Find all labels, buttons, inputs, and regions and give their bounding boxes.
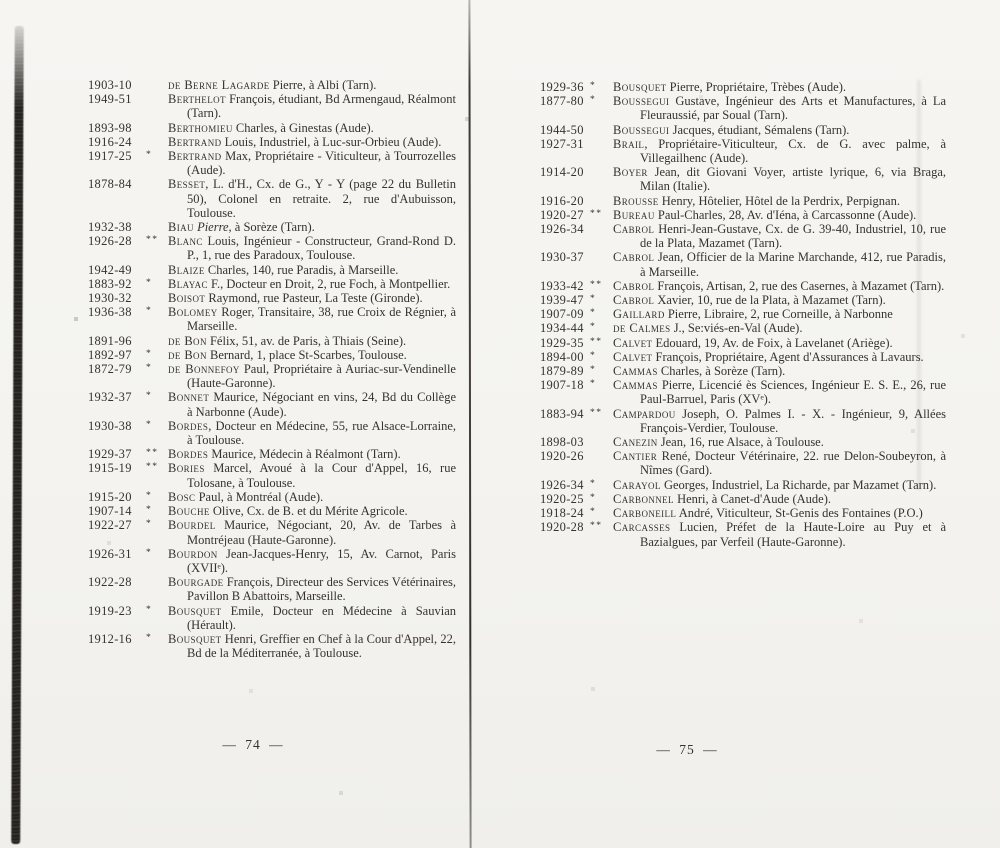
directory-entry [540, 364, 946, 378]
entry-years: 1942-49 [88, 262, 132, 277]
entry-text: de Calmes J., Se:viés-en-Val (Aude). [613, 321, 803, 336]
entry-text: Cabrol Henri-Jean-Gustave, Cx. de G. 39-40, Industriel, 10, rue de la Plata, Mazamet (Tarn). [613, 222, 946, 251]
entry-text: Blayac F., Docteur en Droit, 2, rue Foch, à Montpellier. [168, 276, 451, 291]
entry-star-marks: * [146, 277, 153, 288]
entry-years: 1898-03 [540, 435, 584, 450]
entry-star-marks [590, 122, 613, 136]
entry-years: 1927-31 [540, 136, 584, 151]
entry-years: 1916-20 [540, 193, 584, 208]
entry-years: 1914-20 [540, 165, 584, 180]
entry-star-marks: ** [590, 208, 603, 219]
directory-entry [88, 447, 456, 461]
entry-text: Berthomieu Charles, à Ginestas (Aude). [168, 120, 374, 135]
entry-text: Bourdon Jean-Jacques-Henry, 15, Av. Carnot, Paris (XVIIᵉ). [168, 546, 456, 575]
entry-years: 1915-20 [88, 489, 132, 504]
entry-text: Carayol Georges, Industriel, La Richarde, par Mazamet (Tarn). [613, 477, 937, 492]
entry-text: Bureau Paul-Charles, 28, Av. d'Iéna, à Carcassonne (Aude). [613, 207, 917, 222]
entry-surname: Bousquet [168, 631, 222, 646]
entry-years: 1930-32 [88, 291, 132, 306]
entry-star-marks: * [590, 350, 597, 361]
directory-entry [88, 305, 456, 333]
entry-text: Carbonnel Henri, à Canet-d'Aude (Aude). [613, 491, 831, 506]
entry-years: 1944-50 [540, 122, 584, 137]
entry-years: 1912-16 [88, 631, 132, 646]
entry-surname: Blaize [168, 262, 205, 277]
entry-surname: Boyer [613, 165, 648, 180]
entry-surname: Calvet [613, 349, 653, 364]
entry-text: Cammas Charles, à Sorèze (Tarn). [613, 364, 786, 379]
entry-years: 1872-79 [88, 362, 132, 377]
page-74 [88, 78, 456, 660]
directory-entry [88, 604, 456, 632]
directory-entry [88, 518, 456, 546]
entry-star-marks: * [590, 365, 597, 376]
entry-surname: Carboneill [613, 506, 677, 521]
entry-text: Bories Marcel, Avoué à la Cour d'Appel, 16, rue Tolosane, à Toulouse. [168, 461, 456, 490]
entry-text: Calvet François, Propriétaire, Agent d'Assurances à Lavaurs. [613, 349, 924, 364]
entry-years: 1878-84 [88, 177, 132, 192]
entry-years: 1949-51 [88, 92, 132, 107]
entry-star-marks [146, 134, 168, 148]
entry-years: 1907-14 [88, 504, 132, 519]
entry-star-marks: ** [146, 462, 159, 473]
directory-entry [88, 263, 456, 277]
entry-surname: Besset [168, 177, 206, 192]
entry-years: 1929-35 [540, 335, 584, 350]
page-75 [540, 80, 946, 549]
directory-entry [88, 334, 456, 348]
entry-years: 1926-28 [88, 234, 132, 249]
entry-years: 1930-37 [540, 250, 584, 265]
directory-entry [88, 78, 456, 92]
entry-surname: Cabrol [613, 250, 655, 265]
entry-years: 1883-94 [540, 406, 584, 421]
entry-surname: Blanc [168, 234, 203, 249]
entry-years: 1915-19 [88, 461, 132, 476]
entry-text: Bonnet Maurice, Négociant en vins, 24, Bd du Collège à Narbonne (Aude). [168, 390, 456, 419]
entry-star-marks [146, 91, 168, 119]
entry-star-marks: * [590, 95, 597, 106]
entry-star-marks: ** [590, 521, 603, 532]
entry-star-marks: * [146, 363, 153, 374]
directory-entry [540, 165, 946, 193]
directory-entry [88, 419, 456, 447]
entry-surname: Bouche [168, 504, 210, 519]
page-number-74: — 74 — [222, 737, 284, 752]
entry-surname: Bourdel [168, 518, 216, 533]
entry-text: Besset, L. d'H., Cx. de G., Y - Y (page 22 du Bulletin 50), Colonel en retraite. 2, rue d'Aubuisson, Toulouse. [168, 177, 456, 220]
directory-entry [88, 547, 456, 575]
entry-star-marks [146, 333, 168, 347]
entry-star-marks [590, 136, 613, 164]
entry-star-marks: * [590, 478, 597, 489]
entry-years: 1922-27 [88, 518, 132, 533]
entry-years: 1932-38 [88, 220, 132, 235]
entry-surname: Bourdon [168, 546, 218, 561]
directory-entry [540, 435, 946, 449]
entry-surname: Cabrol [613, 293, 655, 308]
entry-star-marks [146, 219, 168, 233]
entry-text: Cantier René, Docteur Vétérinaire, 22. rue Delon-Soubeyron, à Nîmes (Gard). [613, 449, 946, 478]
entry-star-marks: * [146, 604, 153, 615]
entry-years: 1892-97 [88, 347, 132, 362]
entry-star-marks [146, 176, 168, 219]
entry-text: Campardou Joseph, O. Palmes I. - X. - Ingénieur, 9, Allées François-Verdier, Toulouse. [613, 406, 946, 435]
entry-star-marks: * [146, 632, 153, 643]
directory-entry [540, 137, 946, 165]
entry-text: Bertrand Louis, Industriel, à Luc-sur-Orbieu (Aude). [168, 134, 442, 149]
directory-entry [88, 461, 456, 489]
entry-given-name-italic: Pierre, [197, 220, 232, 235]
entry-years: 1920-25 [540, 491, 584, 506]
entry-star-marks: ** [146, 235, 159, 246]
entry-surname: Bordes [168, 418, 209, 433]
entry-star-marks: * [146, 490, 153, 501]
entry-text: Bolomey Roger, Transitaire, 38, rue Croix de Régnier, à Marseille. [168, 305, 456, 334]
directory-entry [540, 222, 946, 250]
entry-star-marks [590, 164, 613, 192]
directory-entry [540, 350, 946, 364]
entry-surname: Bousquet [613, 80, 667, 94]
entry-text: Boisot Raymond, rue Pasteur, La Teste (Gironde). [168, 291, 423, 306]
entry-years: 1879-89 [540, 364, 584, 379]
directory-entry [540, 194, 946, 208]
directory-entry [540, 492, 946, 506]
entry-surname: Cammas [613, 364, 658, 379]
entry-surname: de Bon [168, 347, 207, 362]
entry-surname: Cantier [613, 449, 658, 464]
entry-star-marks: ** [590, 279, 603, 290]
entry-star-marks: * [590, 492, 597, 503]
entry-surname: Gaillard [613, 307, 665, 322]
entry-years: 1934-44 [540, 321, 584, 336]
entry-text: Bouche Olive, Cx. de B. et du Mérite Agricole. [168, 504, 408, 519]
entry-years: 1920-28 [540, 520, 584, 535]
entry-surname: Blayac [168, 276, 208, 291]
entry-star-marks: ** [590, 336, 603, 347]
directory-entry [88, 92, 456, 120]
entry-text: Bousquet Henri, Greffier en Chef à la Cour d'Appel, 22, Bd de la Méditerranée, à Toulouse. [168, 631, 456, 661]
entry-years: 1883-92 [88, 276, 132, 291]
entry-star-marks [146, 262, 168, 276]
entry-text: Blanc Louis, Ingénieur - Constructeur, Grand-Rond D. P., 1, rue des Paradoux, Toulouse. [168, 234, 456, 263]
entry-surname: de Bonnefoy [168, 362, 240, 377]
entry-star-marks: * [146, 419, 153, 430]
directory-entry [88, 234, 456, 262]
entry-years: 1917-25 [88, 149, 132, 164]
entry-text: Gaillard Pierre, Libraire, 2, rue Corneille, à Narbonne [613, 307, 893, 322]
scan-noise-specks [0, 0, 2, 2]
entry-surname: Canezin [613, 435, 658, 450]
directory-entry [88, 390, 456, 418]
entry-surname: Bureau [613, 207, 655, 222]
entry-surname: Boisot [168, 291, 206, 306]
entry-text: Calvet Edouard, 19, Av. de Foix, à Lavelanet (Ariège). [613, 335, 893, 350]
entry-years: 1918-24 [540, 506, 584, 521]
directory-entry [540, 321, 946, 335]
directory-entry [540, 250, 946, 278]
entry-years: 1929-36 [540, 80, 584, 94]
entry-surname: Bories [168, 461, 205, 476]
entry-years: 1903-10 [88, 78, 132, 92]
entry-years: 1939-47 [540, 293, 584, 308]
entry-surname: de Calmes [613, 321, 671, 336]
directory-entry [540, 378, 946, 406]
entry-text: Bertrand Max, Propriétaire - Viticulteur, à Tourrozelles (Aude). [168, 149, 456, 178]
entry-text: Bousquet Emile, Docteur en Médecine à Sauvian (Hérault). [168, 603, 456, 632]
entry-text: Bosc Paul, à Montréal (Aude). [168, 489, 324, 504]
directory-entry [540, 94, 946, 122]
entry-surname: Carbonnel [613, 491, 674, 506]
entry-years: 1933-42 [540, 278, 584, 293]
entry-surname: Brousse [613, 193, 659, 208]
entry-surname: Boussegui [613, 94, 670, 109]
entry-text: Bourgade François, Directeur des Services Vétérinaires, Pavillon B Abattoirs, Marseille. [168, 575, 456, 604]
entry-years: 1894-00 [540, 349, 584, 364]
directory-entry [88, 121, 456, 135]
entry-surname: Boussegui [613, 122, 670, 137]
entry-surname: de Berne Lagarde [168, 78, 270, 92]
entry-star-marks: * [146, 547, 153, 558]
entry-star-marks: * [590, 308, 597, 319]
directory-entry [88, 291, 456, 305]
directory-entry [540, 506, 946, 520]
entry-star-marks [590, 193, 613, 207]
entry-star-marks: * [590, 294, 597, 305]
entry-surname: Brail [613, 136, 645, 151]
entry-years: 1926-31 [88, 546, 132, 561]
entry-star-marks: * [146, 348, 153, 359]
entry-star-marks: * [590, 322, 597, 333]
directory-entry [88, 362, 456, 390]
book-binding-shadow [11, 26, 24, 844]
entry-surname: Carcasses [613, 520, 671, 535]
directory-entry [88, 575, 456, 603]
entry-star-marks [590, 448, 613, 476]
entry-text: Canezin Jean, 16, rue Alsace, à Toulouse. [613, 435, 824, 450]
entry-text: Biau Pierre, à Sorèze (Tarn). [168, 220, 315, 235]
entry-star-marks: * [590, 81, 597, 91]
directory-entry [88, 504, 456, 518]
entry-years: 1893-98 [88, 120, 132, 135]
entry-star-marks [590, 221, 613, 249]
entry-surname: Biau [168, 220, 194, 235]
entry-years: 1877-80 [540, 94, 584, 109]
entry-text: Bordes Maurice, Médecin à Réalmont (Tarn). [168, 447, 401, 462]
entry-text: Brousse Henry, Hôtelier, Hôtel de la Perdrix, Perpignan. [613, 193, 900, 208]
page-gutter-line [468, 0, 471, 848]
entry-years: 1916-24 [88, 134, 132, 149]
entry-star-marks: * [146, 505, 153, 516]
entry-text: Bourdel Maurice, Négociant, 20, Av. de Tarbes à Montréjeau (Haute-Garonne). [168, 518, 456, 547]
page-75-entries [540, 80, 946, 549]
entry-star-marks [590, 434, 613, 448]
entry-star-marks: * [590, 379, 597, 390]
entry-surname: Bolomey [168, 305, 218, 320]
page-74-entries [88, 78, 456, 660]
entry-text: de Bon Félix, 51, av. de Paris, à Thiais (Seine). [168, 333, 407, 348]
entry-text: Carboneill André, Viticulteur, St-Genis des Fontaines (P.O.) [613, 506, 923, 521]
directory-entry [540, 208, 946, 222]
entry-years: 1936-38 [88, 305, 132, 320]
entry-surname: Bonnet [168, 390, 210, 405]
entry-surname: Cabrol [613, 278, 655, 293]
entry-star-marks: * [146, 519, 153, 530]
entry-surname: Bourgade [168, 575, 224, 590]
entry-star-marks: * [146, 306, 153, 317]
entry-text: Cabrol François, Artisan, 2, rue des Casernes, à Mazamet (Tarn). [613, 278, 945, 293]
entry-surname: Calvet [613, 335, 653, 350]
entry-star-marks: * [146, 391, 153, 402]
entry-text: Bousquet Pierre, Propriétaire, Trèbes (Aude). [613, 80, 847, 94]
entry-text: Carcasses Lucien, Préfet de la Haute-Loire au Puy et à Bazialgues, par Verfeil (Haute-Garonne). [613, 520, 946, 549]
entry-text: de Berne Lagarde Pierre, à Albi (Tarn). [168, 78, 377, 92]
entry-years: 1932-37 [88, 390, 132, 405]
entry-surname: Bordes [168, 447, 209, 462]
entry-years: 1907-18 [540, 378, 584, 393]
directory-entry [540, 279, 946, 293]
entry-years: 1929-37 [88, 447, 132, 462]
entry-surname: Bousquet [168, 603, 222, 618]
entry-star-marks [590, 249, 613, 277]
directory-entry [540, 80, 946, 94]
entry-text: Berthelot François, étudiant, Bd Armengaud, Réalmont (Tarn). [168, 92, 456, 121]
directory-entry [88, 490, 456, 504]
page-number-75: — 75 — [656, 742, 718, 757]
entry-surname: de Bon [168, 333, 207, 348]
directory-entry [88, 135, 456, 149]
entry-star-marks [146, 120, 168, 134]
entry-surname: Carayol [613, 477, 661, 492]
directory-entry [540, 449, 946, 477]
directory-entry [88, 177, 456, 220]
directory-entry [88, 149, 456, 177]
entry-text: de Bon Bernard, 1, place St-Scarbes, Toulouse. [168, 347, 407, 362]
entry-surname: Bertrand [168, 134, 222, 149]
directory-entry [88, 632, 456, 660]
entry-surname: Campardou [613, 406, 676, 421]
directory-entry [540, 478, 946, 492]
entry-text: Boussegui Gustave, Ingénieur des Arts et Manufactures, à La Fleuraussié, par Soual (Tarn). [613, 94, 946, 123]
directory-entry [88, 220, 456, 234]
entry-star-marks: ** [146, 448, 159, 459]
entry-years: 1930-38 [88, 418, 132, 433]
entry-years: 1922-28 [88, 575, 132, 590]
directory-entry [540, 407, 946, 435]
entry-years: 1920-26 [540, 449, 584, 464]
entry-years: 1919-23 [88, 603, 132, 618]
entry-text: Cammas Pierre, Licencié ès Sciences, Ingénieur E. S. E., 26, rue Paul-Barruel, Paris (XVᵉ). [613, 378, 946, 407]
entry-text: Boyer Jean, dit Giovani Voyer, artiste lyrique, 6, via Braga, Milan (Italie). [613, 165, 946, 194]
directory-entry [540, 307, 946, 321]
entry-surname: Cammas [613, 378, 658, 393]
directory-entry [540, 336, 946, 350]
directory-entry [88, 277, 456, 291]
entry-text: Cabrol Xavier, 10, rue de la Plata, à Mazamet (Tarn). [613, 293, 886, 308]
entry-star-marks [146, 574, 168, 602]
entry-years: 1926-34 [540, 222, 584, 237]
entry-star-marks: * [146, 150, 153, 161]
entry-surname: Cabrol [613, 222, 655, 237]
entry-surname: Berthomieu [168, 120, 233, 135]
entry-star-marks: ** [590, 407, 603, 418]
entry-years: 1891-96 [88, 333, 132, 348]
entry-star-marks [146, 290, 168, 304]
entry-years: 1926-34 [540, 477, 584, 492]
entry-surname: Berthelot [168, 92, 226, 107]
entry-text: Brail, Propriétaire-Viticulteur, Cx. de G. avec palme, à Villegailhenc (Aude). [613, 136, 946, 166]
directory-entry [88, 348, 456, 362]
entry-years: 1907-09 [540, 307, 584, 322]
entry-text: Boussegui Jacques, étudiant, Sémalens (Tarn). [613, 122, 850, 137]
entry-star-marks: * [590, 507, 597, 518]
directory-entry [540, 520, 946, 548]
entry-text: de Bonnefoy Paul, Propriétaire à Auriac-sur-Vendinelle (Haute-Garonne). [168, 362, 456, 391]
entry-star-marks [146, 77, 168, 91]
entry-text: Cabrol Jean, Officier de la Marine Marchande, 412, rue Paradis, à Marseille. [613, 250, 946, 279]
entry-surname: Bosc [168, 489, 196, 504]
entry-years: 1920-27 [540, 207, 584, 222]
directory-entry [540, 293, 946, 307]
entry-surname: Bertrand [168, 149, 222, 164]
entry-text: Blaize Charles, 140, rue Paradis, à Marseille. [168, 262, 399, 277]
directory-entry [540, 123, 946, 137]
entry-text: Bordes, Docteur en Médecine, 55, rue Alsace-Lorraine, à Toulouse. [168, 418, 456, 448]
